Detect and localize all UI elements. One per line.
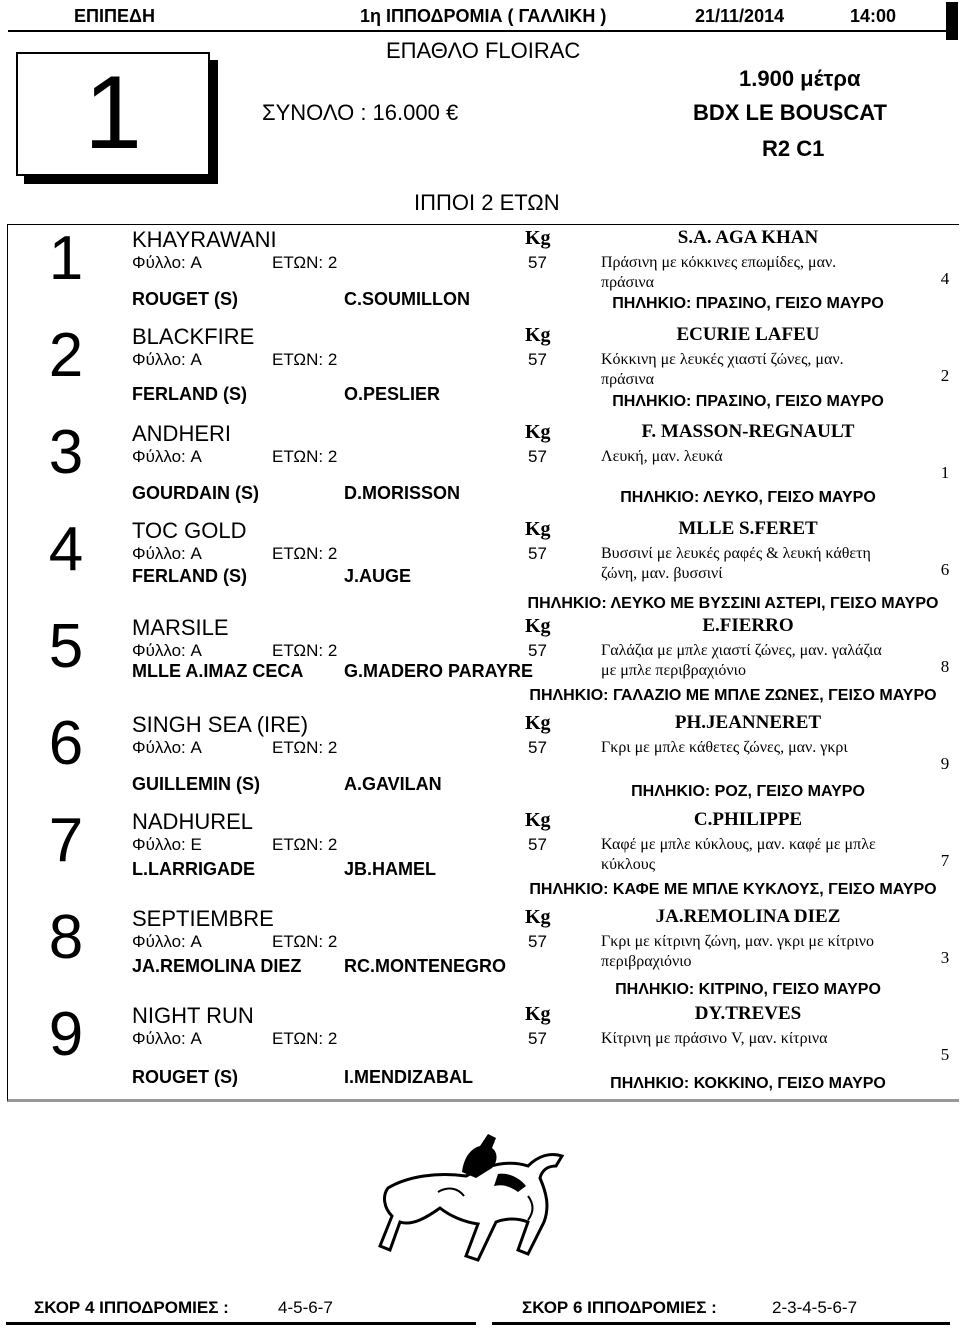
sheet-label: Φύλλο: E	[132, 835, 202, 854]
draw-number: 2	[940, 366, 950, 385]
trainer-name: FERLAND (S)	[132, 566, 247, 586]
horse-name: SINGH SEA (IRE)	[132, 712, 309, 737]
kg-label: Kg	[525, 324, 551, 346]
helmet-description: ΠΗΛΗΚΙΟ: ΡΟΖ, ΓΕΙΣΟ ΜΑΥΡΟ	[631, 783, 865, 800]
weight-value: 57	[528, 447, 547, 466]
race-distance: 1.900 μέτρα	[739, 66, 861, 91]
weight-value: 57	[528, 641, 547, 660]
sheet-label: Φύλλο: A	[132, 350, 202, 369]
horse-name: NADHUREL	[132, 809, 254, 834]
runner-row	[8, 904, 959, 1001]
jockey-name: RC.MONTENEGRO	[344, 956, 506, 976]
race-header-bar	[8, 2, 946, 32]
owner-name: DY.TREVES	[694, 1003, 802, 1024]
owner-name: PH.JEANNERET	[674, 712, 822, 733]
silks-description: Πράσινη με κόκκινες επωμίδες, μαν. πράσινα	[601, 254, 837, 291]
helmet-description: ΠΗΛΗΚΙΟ: ΚΑΦΕ ΜΕ ΜΠΛΕ ΚΥΚΛΟΥΣ, ΓΕΙΣΟ ΜΑΥΡΟ	[529, 881, 937, 898]
weight-value: 57	[528, 544, 547, 563]
race-number: 1	[84, 55, 142, 171]
draw-number: 9	[940, 754, 950, 773]
sheet-label: Φύλλο: A	[132, 1029, 202, 1048]
trainer-name: ROUGET (S)	[132, 1067, 238, 1087]
helmet-description: ΠΗΛΗΚΙΟ: ΓΑΛΑΖΙΟ ΜΕ ΜΠΛΕ ΖΩΝΕΣ, ΓΕΙΣΟ ΜΑΥΡΟ	[529, 687, 937, 704]
jockey-name: J.AUGE	[344, 566, 412, 586]
kg-label: Kg	[525, 615, 551, 637]
draw-number: 8	[940, 657, 950, 676]
age-label: ΕΤΩΝ: 2	[272, 350, 338, 369]
jockey-name: A.GAVILAN	[344, 774, 442, 794]
owner-name: C.PHILIPPE	[693, 809, 803, 830]
weight-value: 57	[528, 253, 547, 272]
runner-number: 7	[48, 806, 84, 875]
race-time: 14:00	[850, 6, 897, 26]
kg-label: Kg	[525, 421, 551, 443]
horse-jockey-icon	[378, 1126, 578, 1270]
race-number-box	[16, 52, 210, 176]
draw-number: 3	[940, 948, 950, 967]
runner-row	[8, 225, 959, 322]
owner-name: S.A. AGA KHAN	[677, 227, 819, 248]
horse-name: NIGHT RUN	[132, 1003, 254, 1028]
runner-row	[8, 613, 959, 710]
weight-value: 57	[528, 932, 547, 951]
age-label: ΕΤΩΝ: 2	[272, 641, 338, 660]
runner-number: 8	[48, 903, 84, 972]
meeting-title: 1η ΙΠΠΟΔΡΟΜΙΑ ( ΓΑΛΛΙΚΗ )	[360, 6, 607, 26]
race-category: ΙΠΠΟΙ 2 ΕΤΩΝ	[414, 190, 560, 215]
trainer-name: JA.REMOLINA DIEZ	[132, 956, 302, 976]
runner-number: 4	[48, 515, 84, 584]
jockey-name: O.PESLIER	[344, 384, 441, 404]
jockey-name: D.MORISSON	[344, 483, 461, 503]
helmet-description: ΠΗΛΗΚΙΟ: ΛΕΥΚΟ ΜΕ ΒΥΣΣΙΝΙ ΑΣΤΕΡΙ, ΓΕΙΣΟ ΜΑΥΡΟ	[527, 595, 939, 612]
kg-label: Kg	[525, 1003, 551, 1025]
owner-name: JA.REMOLINA DIEZ	[655, 906, 841, 927]
helmet-description: ΠΗΛΗΚΙΟ: ΚΙΤΡΙΝΟ, ΓΕΙΣΟ ΜΑΥΡΟ	[615, 981, 881, 998]
sheet-label: Φύλλο: A	[132, 253, 202, 272]
kg-label: Kg	[525, 518, 551, 540]
runner-number: 5	[48, 612, 84, 681]
jockey-name: I.MENDIZABAL	[344, 1067, 473, 1087]
race-code: R2 C1	[762, 136, 825, 161]
runner-number: 1	[48, 224, 84, 293]
horse-name: SEPTIEMBRE	[132, 906, 274, 931]
runner-row	[8, 1001, 959, 1098]
trainer-name: FERLAND (S)	[132, 384, 247, 404]
silks-description: Βυσσινί με λευκές ραφές & λευκή κάθετη ζώνη, μαν. βυσσινί	[601, 545, 871, 582]
runner-number: 6	[48, 709, 84, 778]
draw-number: 4	[940, 269, 950, 288]
score6-footer	[492, 1296, 950, 1325]
runner-row	[8, 419, 959, 516]
draw-number: 6	[940, 560, 950, 579]
score4-label: ΣΚΟΡ 4 ΙΠΠΟΔΡΟΜΙΕΣ :	[34, 1298, 229, 1317]
weight-value: 57	[528, 350, 547, 369]
sheet-label: Φύλλο: A	[132, 447, 202, 466]
sheet-label: Φύλλο: A	[132, 932, 202, 951]
silks-description: Κίτρινη με πράσινο V, μαν. κίτρινα	[601, 1030, 828, 1047]
prize-name: ΕΠΑΘΛΟ FLOIRAC	[386, 38, 581, 63]
silks-description: Γαλάζια με μπλε χιαστί ζώνες, μαν. γαλάζια με μπλε περιβραχιόνιο	[601, 642, 882, 679]
horse-name: BLACKFIRE	[132, 324, 255, 349]
horse-name: ANDHERI	[132, 421, 232, 446]
kg-label: Kg	[525, 712, 551, 734]
horse-name: TOC GOLD	[132, 518, 247, 543]
age-label: ΕΤΩΝ: 2	[272, 253, 338, 272]
age-label: ΕΤΩΝ: 2	[272, 544, 338, 563]
age-label: ΕΤΩΝ: 2	[272, 1029, 338, 1048]
score6-value: 2-3-4-5-6-7	[772, 1298, 858, 1317]
jockey-name: JB.HAMEL	[344, 859, 437, 879]
age-label: ΕΤΩΝ: 2	[272, 738, 338, 757]
runners-table	[7, 224, 959, 1102]
trainer-name: MLLE A.IMAZ CECA	[132, 661, 304, 681]
age-label: ΕΤΩΝ: 2	[272, 835, 338, 854]
score4-footer	[6, 1296, 476, 1325]
owner-name: MLLE S.FERET	[678, 518, 818, 539]
score4-value: 4-5-6-7	[278, 1298, 333, 1317]
horse-name: KHAYRAWANI	[132, 227, 277, 252]
score6-label: ΣΚΟΡ 6 ΙΠΠΟΔΡΟΜΙΕΣ :	[522, 1298, 717, 1317]
kg-label: Kg	[525, 906, 551, 928]
kg-label: Kg	[525, 809, 551, 831]
draw-number: 7	[940, 851, 950, 870]
age-label: ΕΤΩΝ: 2	[272, 932, 338, 951]
weight-value: 57	[528, 1029, 547, 1048]
owner-name: ECURIE LAFEU	[676, 324, 820, 345]
header-corner-mark	[946, 2, 958, 40]
silks-description: Καφέ με μπλε κύκλους, μαν. καφέ με μπλε κύκλους	[601, 836, 876, 873]
helmet-description: ΠΗΛΗΚΙΟ: ΛΕΥΚΟ, ΓΕΙΣΟ ΜΑΥΡΟ	[620, 489, 876, 506]
sheet-label: Φύλλο: A	[132, 738, 202, 757]
runner-row	[8, 516, 959, 613]
silks-description: Γκρι με μπλε κάθετες ζώνες, μαν. γκρι	[601, 739, 848, 756]
owner-name: E.FIERRO	[702, 615, 794, 636]
helmet-description: ΠΗΛΗΚΙΟ: ΚΟΚΚΙΝΟ, ΓΕΙΣΟ ΜΑΥΡΟ	[610, 1075, 886, 1092]
sheet-label: Φύλλο: A	[132, 544, 202, 563]
trainer-name: L.LARRIGADE	[132, 859, 255, 879]
runner-number: 2	[48, 321, 84, 390]
owner-name: F. MASSON-REGNAULT	[641, 421, 855, 442]
helmet-description: ΠΗΛΗΚΙΟ: ΠΡΑΣΙΝΟ, ΓΕΙΣΟ ΜΑΥΡΟ	[612, 295, 884, 312]
horse-name: MARSILE	[132, 615, 229, 640]
track-type: ΕΠΙΠΕΔΗ	[74, 6, 155, 26]
runner-row	[8, 322, 959, 419]
weight-value: 57	[528, 835, 547, 854]
race-venue: BDX LE BOUSCAT	[693, 100, 887, 125]
age-label: ΕΤΩΝ: 2	[272, 447, 338, 466]
silks-description: Λευκή, μαν. λευκά	[601, 448, 723, 465]
silks-description: Γκρι με κίτρινη ζώνη, μαν. γκρι με κίτρινο περιβραχιόνιο	[601, 933, 874, 970]
runner-number: 3	[48, 418, 84, 487]
kg-label: Kg	[525, 227, 551, 249]
trainer-name: GOURDAIN (S)	[132, 483, 259, 503]
trainer-name: ROUGET (S)	[132, 289, 238, 309]
runner-row	[8, 710, 959, 807]
trainer-name: GUILLEMIN (S)	[132, 774, 260, 794]
sheet-label: Φύλλο: A	[132, 641, 202, 660]
weight-value: 57	[528, 738, 547, 757]
draw-number: 5	[940, 1045, 950, 1064]
race-date: 21/11/2014	[695, 6, 785, 26]
helmet-description: ΠΗΛΗΚΙΟ: ΠΡΑΣΙΝΟ, ΓΕΙΣΟ ΜΑΥΡΟ	[612, 393, 884, 410]
runner-row	[8, 807, 959, 904]
silks-description: Κόκκινη με λευκές χιαστί ζώνες, μαν. πράσινα	[601, 351, 844, 388]
jockey-name: C.SOUMILLON	[344, 289, 470, 309]
jockey-name: G.MADERO PARAYRE	[344, 661, 534, 681]
draw-number: 1	[940, 463, 950, 482]
runner-number: 9	[48, 1000, 84, 1069]
total-prize: ΣΥΝΟΛΟ : 16.000 €	[262, 100, 459, 125]
